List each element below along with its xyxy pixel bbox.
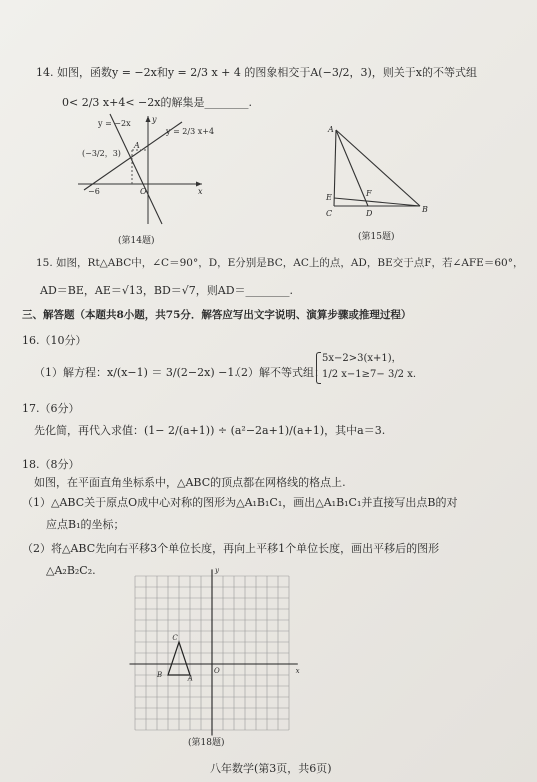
q15-line2: AD＝BE，AE＝√13，BD＝√7，则AD＝________. bbox=[40, 284, 294, 297]
q18-p1b: 应点B₁的坐标； bbox=[46, 518, 125, 531]
q18-y-label: y bbox=[215, 566, 219, 575]
q17-text: 先化简，再代入求值：(1− 2/(a+1)) ÷ (a²−2a+1)/(a+1)，其中a＝3. bbox=[34, 424, 386, 437]
q14-caption: (第14题) bbox=[118, 236, 155, 246]
q18-p2b: △A₂B₂C₂. bbox=[46, 564, 96, 577]
q18-A-label: A bbox=[187, 674, 193, 683]
q14-A-label: A bbox=[134, 141, 140, 150]
q16-brace bbox=[316, 352, 321, 384]
q18-B-label: B bbox=[157, 671, 163, 680]
q18-title: 18.（8分） bbox=[22, 458, 80, 471]
q18-intro: 如图，在平面直角坐标系中，△ABC的顶点都在网格线的格点上. bbox=[34, 476, 346, 489]
q14-O-label: O bbox=[140, 187, 147, 196]
page-footer: 八年数学(第3页，共6页) bbox=[210, 762, 332, 775]
q14-eq2-label: y = 2/3 x+4 bbox=[166, 127, 215, 136]
q18-C-label: C bbox=[172, 633, 178, 642]
q17-title: 17.（6分） bbox=[22, 402, 80, 415]
q16-ineq2: 1/2 x−1≥7− 3/2 x. bbox=[322, 369, 417, 380]
q16-ineq1: 5x−2>3(x+1)， bbox=[322, 353, 402, 364]
q18-O-label: O bbox=[214, 667, 220, 675]
q18-grid-figure bbox=[120, 566, 300, 736]
q15-C: C bbox=[326, 209, 333, 218]
q15-F: F bbox=[366, 189, 372, 198]
q16-part1: （1）解方程：x/(x−1) ＝ 3/(2−2x) −1. bbox=[34, 366, 238, 379]
q15-caption: (第15题) bbox=[358, 232, 395, 242]
section3-heading: 三、解答题（本题共8小题，共75分．解答应写出文字说明、演算步骤或推理过程） bbox=[22, 309, 412, 321]
q16-title: 16.（10分） bbox=[22, 334, 87, 347]
q15-E: E bbox=[326, 193, 332, 202]
q14-eq1-label: y = −2x bbox=[98, 119, 131, 128]
q16-part2-label: （2）解不等式组： bbox=[230, 366, 325, 379]
q14-line1: 14. 如图，函数y = −2x和y = 2/3 x + 4 的图象相交于A(−3/2，3)，则关于x的不等式组 bbox=[36, 66, 478, 79]
q15-figure bbox=[320, 122, 432, 222]
q14-line2: 0< 2/3 x+4< −2x的解集是________. bbox=[62, 96, 252, 109]
q18-p2a: （2）将△ABC先向右平移3个单位长度，再向上平移1个单位长度，画出平移后的图形 bbox=[22, 542, 440, 555]
q18-p1a: （1）△ABC关于原点O成中心对称的图形为△A₁B₁C₁，画出△A₁B₁C₁并直接写出点B的对 bbox=[22, 496, 458, 509]
q14-x-label: x bbox=[198, 187, 203, 196]
q14-y-label: y bbox=[152, 115, 157, 124]
q15-D: D bbox=[366, 209, 373, 218]
q18-caption: (第18题) bbox=[188, 738, 225, 748]
q15-A: A bbox=[328, 125, 334, 134]
q14-neg6-label: −6 bbox=[88, 187, 100, 196]
q18-x-label: x bbox=[295, 667, 300, 675]
q15-line1: 15. 如图，Rt△ABC中，∠C＝90°，D，E分别是BC，AC上的点，AD，BE交于点F，若∠AFE＝60°， bbox=[36, 257, 524, 269]
q14-figure bbox=[70, 112, 215, 230]
q14-pointA-label: (−3/2，3) bbox=[82, 149, 121, 158]
q15-B: B bbox=[422, 205, 428, 214]
